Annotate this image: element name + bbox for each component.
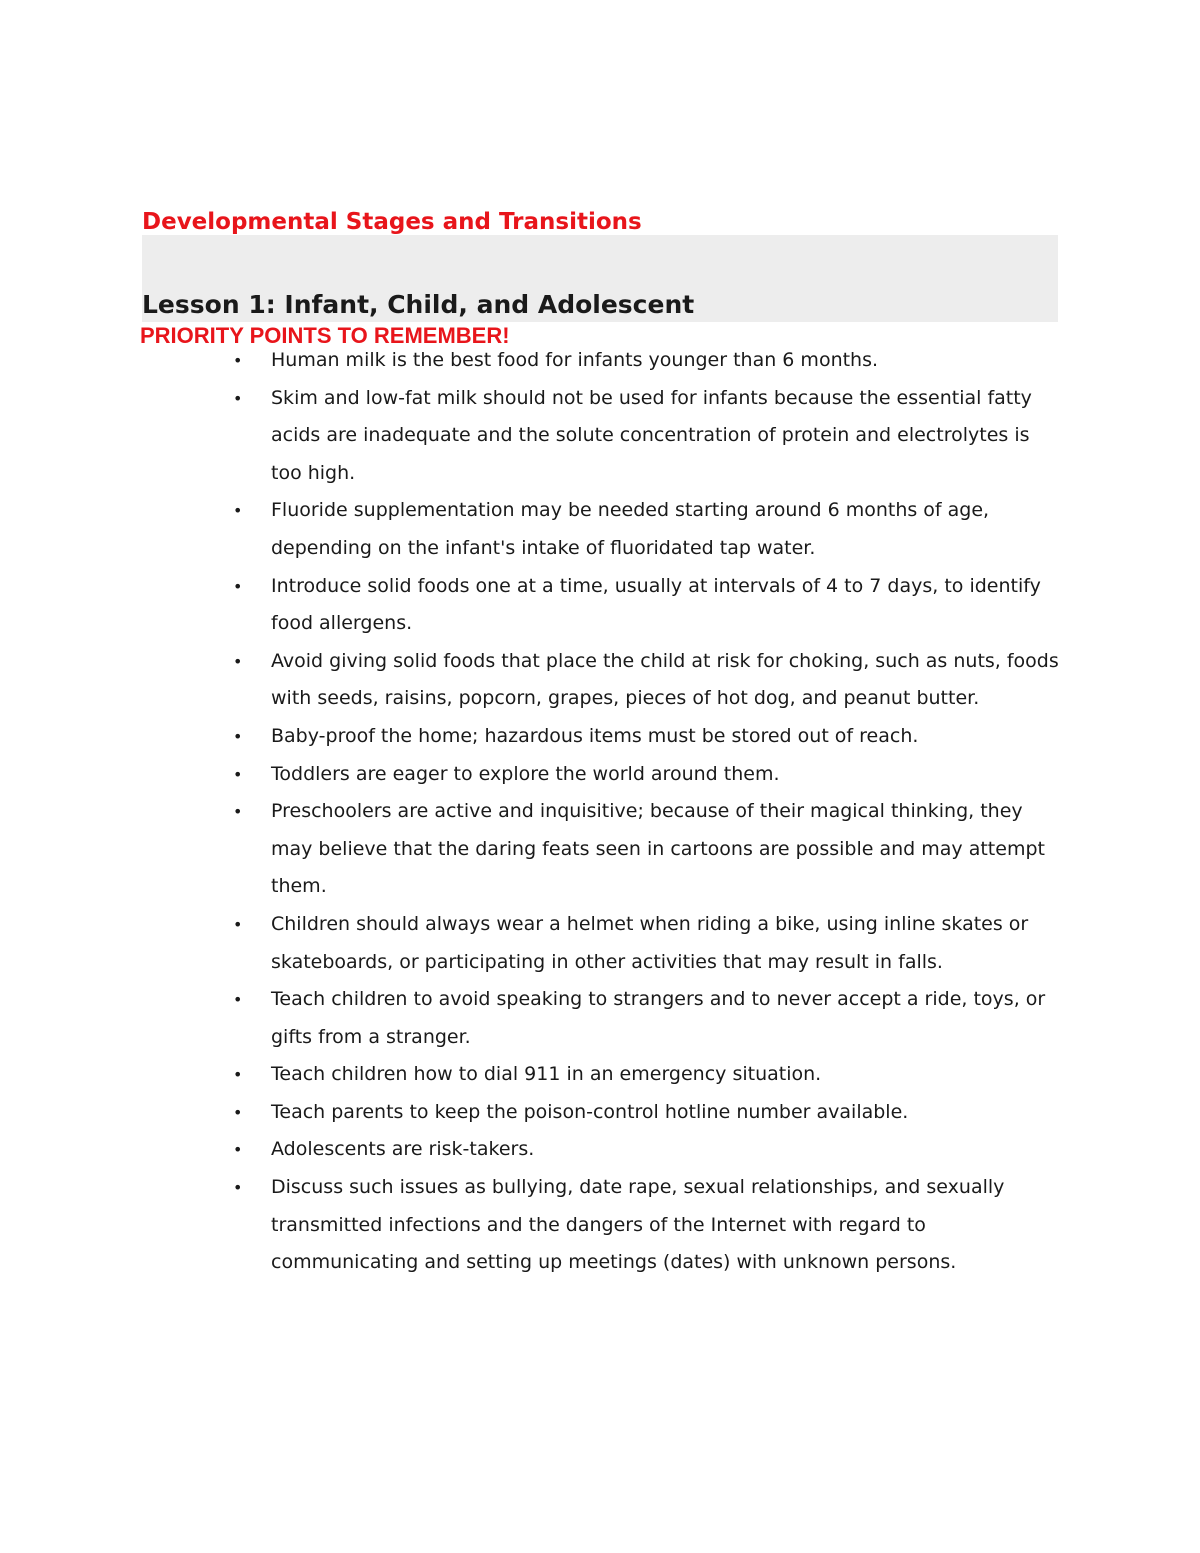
list-item-text: Introduce solid foods one at a time, usually at intervals of 4 to 7 days, to identify food allergens. <box>271 574 1041 635</box>
list-item <box>0 1131 1061 1169</box>
list-item <box>0 906 1061 981</box>
list-item-text: Teach parents to keep the poison-control hotline number available. <box>271 1100 909 1123</box>
list-item-text: Discuss such issues as bullying, date rape, sexual relationships, and sexually transmitted infections and the dangers of the Internet with regard to communicating and setting up meetings (dates) with unknown persons. <box>271 1176 1005 1274</box>
list-item-text: Avoid giving solid foods that place the child at risk for choking, such as nuts, foods with seeds, raisins, popcorn, grapes, pieces of hot dog, and peanut butter. <box>271 649 1059 710</box>
bullet-icon: • <box>233 802 243 822</box>
list-item <box>0 718 1061 756</box>
bullet-icon: • <box>233 651 243 671</box>
list-item <box>0 643 1061 718</box>
bullet-icon: • <box>233 726 243 746</box>
list-item-text: Baby-proof the home; hazardous items must be stored out of reach. <box>271 724 919 747</box>
list-item-text: Preschoolers are active and inquisitive; because of their magical thinking, they may believe that the daring feats seen in cartoons are possible and may attempt them. <box>271 800 1045 898</box>
list-item <box>0 492 1061 567</box>
list-item <box>0 342 1061 380</box>
bullet-icon: • <box>233 1102 243 1122</box>
list-item-text: Teach children to avoid speaking to strangers and to never accept a ride, toys, or gifts from a stranger. <box>271 988 1046 1048</box>
priority-points-list <box>0 342 1200 1282</box>
list-item <box>0 756 1061 794</box>
list-item-text: Toddlers are eager to explore the world around them. <box>271 762 780 785</box>
list-item <box>0 793 1061 906</box>
list-item-text: Children should always wear a helmet when riding a bike, using inline skates or skateboards, or participating in other activities that may result in falls. <box>271 912 1029 973</box>
list-item-text: Human milk is the best food for infants younger than 6 months. <box>271 349 879 371</box>
document-title: Developmental Stages and Transitions <box>142 209 642 235</box>
bullet-icon: • <box>233 1065 243 1085</box>
list-item-text: Teach children how to dial 911 in an emergency situation. <box>271 1063 822 1086</box>
list-item <box>0 568 1061 643</box>
list-item-text: Adolescents are risk-takers. <box>271 1138 535 1161</box>
list-item-text: Fluoride supplementation may be needed starting around 6 months of age, depending on the infant's intake of fluoridated tap water. <box>271 499 990 559</box>
bullet-icon: • <box>233 388 243 408</box>
bullet-icon: • <box>233 990 243 1010</box>
lesson-title: Lesson 1: Infant, Child, and Adolescent <box>142 290 695 319</box>
list-item <box>0 1056 1061 1094</box>
list-item-text: Skim and low-fat milk should not be used for infants because the essential fatty acids are inadequate and the solute concentration of protein and electrolytes is too high. <box>271 386 1032 484</box>
bullet-icon: • <box>233 1178 243 1198</box>
list-item <box>0 380 1061 493</box>
bullet-icon: • <box>233 1140 243 1160</box>
bullet-icon: • <box>233 576 243 596</box>
list-item <box>0 981 1061 1056</box>
list-item <box>0 1169 1061 1282</box>
bullet-icon: • <box>233 501 243 521</box>
priority-points-heading: PRIORITY POINTS TO REMEMBER! <box>140 323 510 348</box>
bullet-icon: • <box>233 351 243 370</box>
bullet-icon: • <box>233 764 243 784</box>
bullet-icon: • <box>233 914 243 934</box>
list-item <box>0 1094 1061 1132</box>
